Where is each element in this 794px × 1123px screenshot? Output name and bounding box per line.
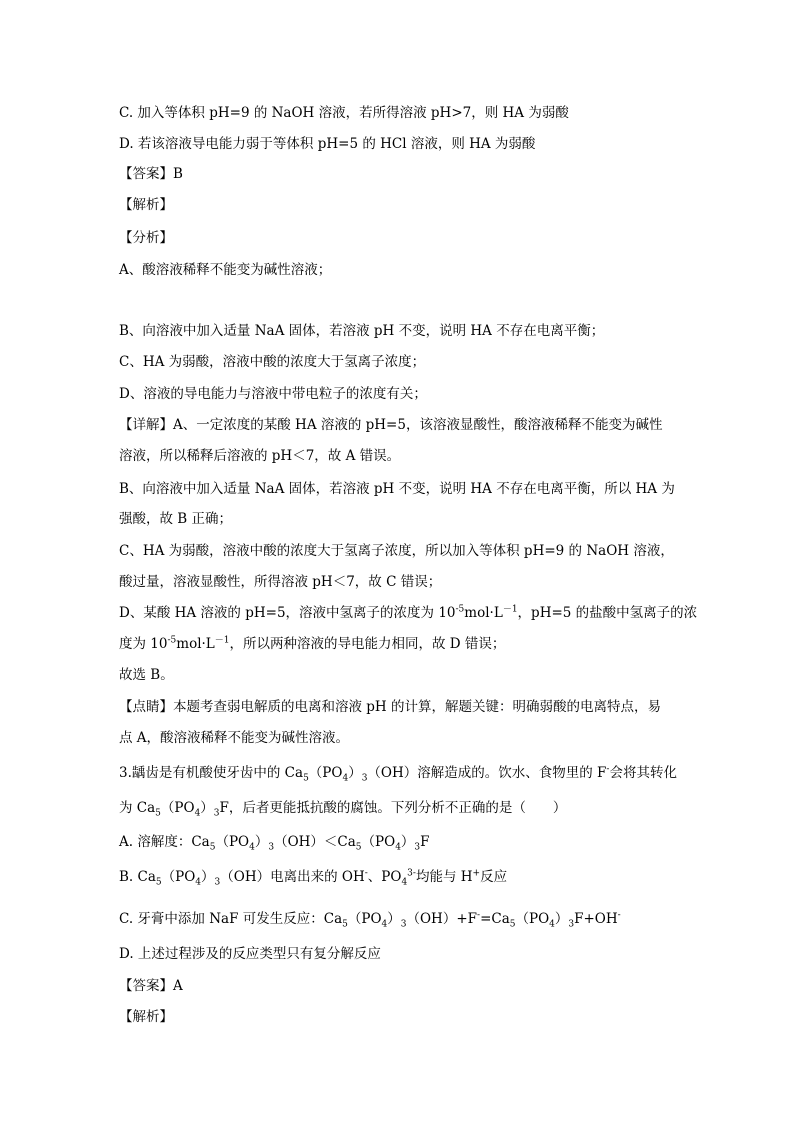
question-3-stem: 为 $Ca_5(PO_4)_3F$，后者更能抵抗酸的腐蚀。下列分析不正确的是（ ）: [119, 800, 567, 819]
question-3-option-c: C. 牙膏中添加 NaF 可发生反应：$Ca_5(PO_4)_3(OH)+F^-=Ca_5(PO_4)_3F+OH^-$: [119, 910, 621, 930]
conclusion-line: 故选 B。: [119, 667, 174, 683]
option-c-text: C. 加入等体积 pH=9 的 NaOH 溶液，若所得溶液 pH>7，则 HA 为弱酸: [119, 105, 569, 121]
option-d-text: D. 若该溶液导电能力弱于等体积 pH=5 的 HCl 溶液，则 HA 为弱酸: [119, 136, 536, 152]
question-3-stem: 3.龋齿是有机酸使牙齿中的 $Ca_5(PO_4)_3(OH)$溶解造成的。饮水、食物里的 F-会将其转化: [119, 764, 677, 784]
detail-line: 度为 $10^{-5}mol\cdot L^{-1}$，所以两种溶液的导电能力相同，故 D 错误；: [119, 635, 506, 652]
detail-line: 【详解】A、一定浓度的某酸 HA 溶液的 pH=5，该溶液显酸性，酸溶液稀释不能变为碱性: [119, 417, 663, 433]
question-3-option-d: D. 上述过程涉及的反应类型只有复分解反应: [119, 946, 381, 962]
key-point-line: 【点睛】本题考查弱电解质的电离和溶液 pH 的计算，解题关键：明确弱酸的电离特点，易: [119, 699, 661, 715]
answer-label: 【答案】B: [119, 166, 183, 182]
detail-line: C、HA 为弱酸，溶液中酸的浓度大于氢离子浓度，所以加入等体积 pH=9 的 NaOH 溶液，: [119, 543, 674, 559]
detail-line: D、某酸 HA 溶液的 pH=5，溶液中氢离子的浓度为 $10^{-5}mol\cdot L^{-1}$，pH=5 的盐酸中氢离子的浓: [119, 604, 698, 621]
key-point-line: 点 A，酸溶液稀释不能变为碱性溶液。: [119, 730, 350, 746]
detail-line: B、向溶液中加入适量 NaA 固体，若溶液 pH 不变，说明 HA 不存在电离平衡，所以 HA 为: [119, 481, 675, 497]
analysis-point-d: D、溶液的导电能力与溶液中带电粒子的浓度有关；: [119, 386, 427, 402]
question-3-option-b: B. $Ca_5(PO_4)_3(OH)$电离出来的 OH-、$PO_4^{3-}$均能与 H+反应: [119, 868, 508, 888]
analysis-heading: 【解析】: [119, 1009, 173, 1025]
analysis-point-c: C、HA 为弱酸，溶液中酸的浓度大于氢离子浓度；: [119, 354, 426, 370]
question-3-option-a: A. 溶解度：$Ca_5(PO_4)_3(OH)<Ca_5(PO_4)_3F$: [119, 834, 430, 853]
detail-line: 酸过量，溶液显酸性，所得溶液 pH＜7，故 C 错误；: [119, 574, 442, 590]
detail-line: 强酸，故 B 正确；: [119, 511, 233, 527]
answer-label: 【答案】A: [119, 978, 183, 994]
analysis-point-a: A、酸溶液稀释不能变为碱性溶液；: [119, 262, 332, 278]
analysis-point-b: B、向溶液中加入适量 NaA 固体，若溶液 pH 不变，说明 HA 不存在电离平衡；: [119, 323, 605, 339]
detail-line: 溶液，所以稀释后溶液的 pH＜7，故 A 错误。: [119, 448, 401, 464]
analysis-heading: 【解析】: [119, 197, 173, 213]
analysis-subheading: 【分析】: [119, 230, 173, 246]
